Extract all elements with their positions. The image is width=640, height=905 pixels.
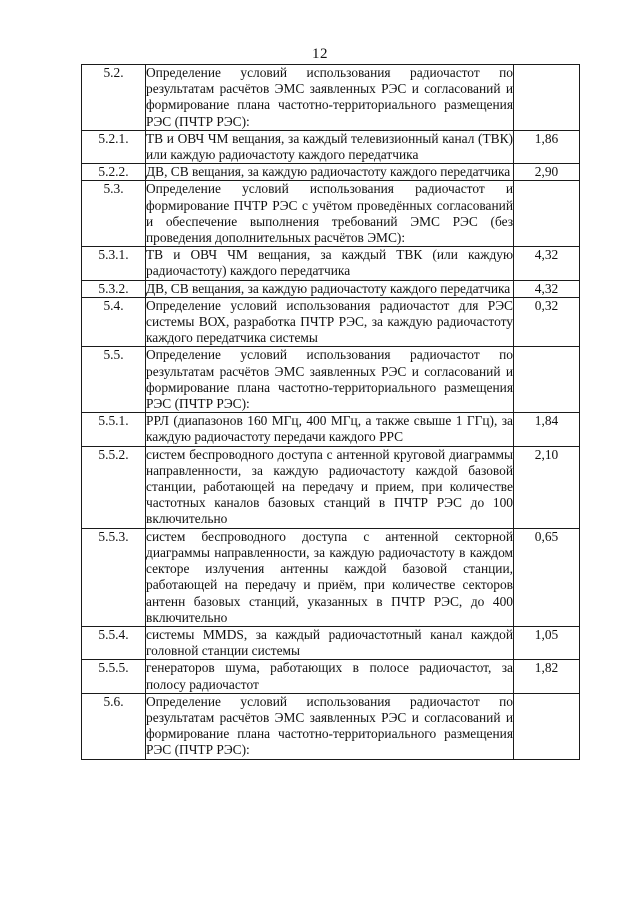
row-description: систем беспроводного доступа с антенной круговой диаграммы направленности, за каждую радиочастоту каждой базовой станции, работающей на передачу и прием, при количестве частотных каналов базовых станций в ПЧТР РЭС до 100 включительно xyxy=(146,446,513,527)
row-description: систем беспроводного доступа с антенной секторной диаграммы направленности, за каждую радиочастоту в каждом секторе излучения антенны каждой базовой станции, работающей на передачу и приём, при количестве секторов антенн базовых станций, указанных в ПЧТР РЭС, до 400 включительно xyxy=(146,528,513,625)
row-number: 5.4. xyxy=(82,297,146,347)
table-row xyxy=(82,413,580,446)
table-row xyxy=(82,181,580,247)
table-row xyxy=(82,626,580,659)
row-description: Определение условий использования радиочастот по результатам расчётов ЭМС заявленных РЭС и согласований и формирование плана частотно-территориального размещения РЭС (ПЧТР РЭС): xyxy=(146,65,513,129)
table-body xyxy=(82,65,580,760)
table-row xyxy=(82,65,580,131)
row-description: ДВ, СВ вещания, за каждую радиочастоту каждого передатчика xyxy=(146,164,514,181)
table-row xyxy=(82,130,580,163)
row-value: 0,65 xyxy=(514,528,580,626)
row-number: 5.5.2. xyxy=(82,446,146,528)
tariff-table xyxy=(81,64,580,760)
row-number: 5.2.1. xyxy=(82,130,146,163)
row-number: 5.3. xyxy=(82,181,146,247)
row-description: Определение условий использования радиочастот и формирование ПЧТР РЭС с учётом проведённых согласований и обеспечение выполнения требований ЭМС РЭС (без проведения дополнительных расчётов ЭМС): xyxy=(146,181,513,246)
table-row xyxy=(82,247,580,280)
row-description: системы MMDS, за каждый радиочастотный канал каждой головной станции системы xyxy=(146,626,513,659)
row-number: 5.5.1. xyxy=(82,413,146,446)
row-number: 5.2.2. xyxy=(82,164,146,181)
row-value xyxy=(514,347,580,413)
row-number: 5.5.5. xyxy=(82,660,146,693)
table-row xyxy=(82,693,580,759)
table-row xyxy=(82,347,580,413)
row-description: РРЛ (диапазонов 160 МГц, 400 МГц, а также свыше 1 ГГц), за каждую радиочастоту передачи каждого РРС xyxy=(146,413,513,445)
row-value: 1,05 xyxy=(514,626,580,659)
row-value: 2,90 xyxy=(514,164,580,181)
row-description: Определение условий использования радиочастот по результатам расчётов ЭМС заявленных РЭС и согласований и формирование плана частотно-территориального размещения РЭС (ПЧТР РЭС): xyxy=(146,347,513,412)
row-number: 5.5.3. xyxy=(82,528,146,626)
row-number: 5.5. xyxy=(82,347,146,413)
table-row xyxy=(82,164,580,181)
row-description: Определение условий использования радиочастот для РЭС системы ВОХ, разработка ПЧТР РЭС, за каждую радиочастоту каждого передатчика системы xyxy=(146,297,513,346)
row-number: 5.3.1. xyxy=(82,247,146,280)
row-value: 1,86 xyxy=(514,130,580,163)
row-description: ТВ и ОВЧ ЧМ вещания, за каждый ТВК (или каждую радиочастоту) каждого передатчика xyxy=(146,247,513,279)
row-value xyxy=(514,65,580,131)
row-value: 4,32 xyxy=(514,280,580,297)
table-row xyxy=(82,280,580,297)
row-description: Определение условий использования радиочастот по результатам расчётов ЭМС заявленных РЭС и согласований и формирование плана частотно-территориального размещения РЭС (ПЧТР РЭС): xyxy=(146,693,513,758)
row-value xyxy=(514,181,580,247)
row-value: 1,84 xyxy=(514,413,580,446)
row-value: 2,10 xyxy=(514,446,580,528)
page-number: 12 xyxy=(312,46,328,62)
table-row xyxy=(82,446,580,528)
row-value: 0,32 xyxy=(514,297,580,347)
row-value: 4,32 xyxy=(514,247,580,280)
table-row xyxy=(82,528,580,626)
row-description: генераторов шума, работающих в полосе радиочастот, за полосу радиочастот xyxy=(146,660,513,692)
row-number: 5.6. xyxy=(82,693,146,759)
row-description: ТВ и ОВЧ ЧМ вещания, за каждый телевизионный канал (ТВК) или каждую радиочастоту каждого передатчика xyxy=(146,130,513,163)
row-value xyxy=(514,693,580,759)
table-row xyxy=(82,297,580,347)
table-row xyxy=(82,660,580,693)
row-description: ДВ, СВ вещания, за каждую радиочастоту каждого передатчика xyxy=(146,280,514,297)
row-number: 5.2. xyxy=(82,65,146,131)
row-number: 5.3.2. xyxy=(82,280,146,297)
row-number: 5.5.4. xyxy=(82,626,146,659)
row-value: 1,82 xyxy=(514,660,580,693)
